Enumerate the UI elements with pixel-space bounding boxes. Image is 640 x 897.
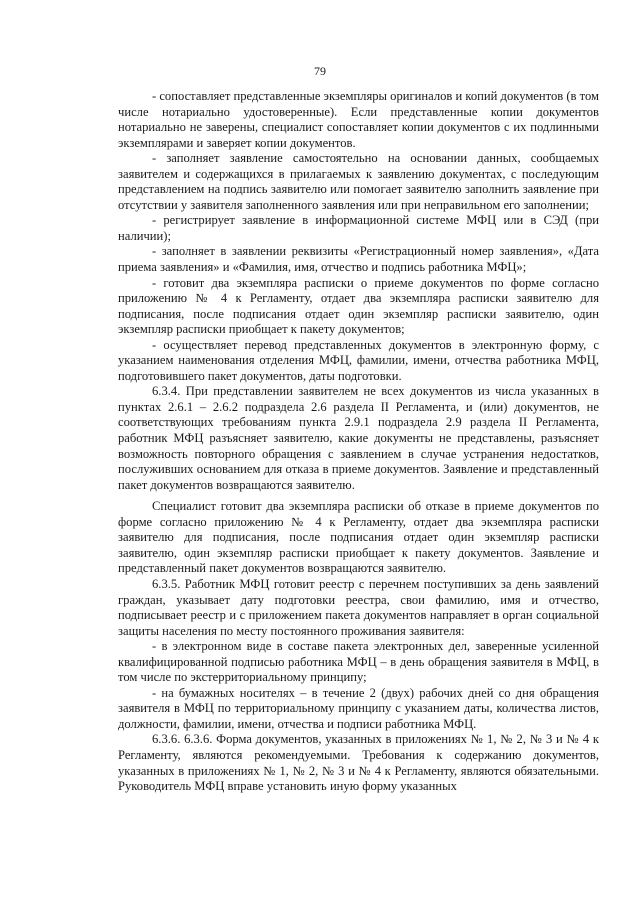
document-body bbox=[118, 89, 599, 795]
paragraph: - регистрирует заявление в информационной системе МФЦ или в СЭД (при наличии); bbox=[118, 213, 599, 243]
paragraph: Специалист готовит два экземпляра расписки об отказе в приеме документов по форме согласно приложению № 4 к Регламенту, отдает два экземпляра расписки заявителю для подписания, после подписания отдает один экземпляр расписки заявителю, один экземпляр расписки приобщает к пакету документов. Заявление и представленный пакет документов возвращаются заявителю. bbox=[118, 499, 599, 576]
paragraph: - в электронном виде в составе пакета электронных дел, заверенные усиленной квалифицированной подписью работника МФЦ – в день обращения заявителя в МФЦ, в том числе по экстерриториальному принципу; bbox=[118, 639, 599, 685]
paragraph: - осуществляет перевод представленных документов в электронную форму, с указанием наименования отделения МФЦ, фамилии, имени, отчества работника МФЦ, подготовившего пакет документов, даты подготовки. bbox=[118, 337, 599, 383]
paragraph: 6.3.4. При представлении заявителем не всех документов из числа указанных в пунктах 2.6.1 – 2.6.2 подраздела 2.6 раздела II Регламента, и (или) документов, не соответствующих требованиям пункта 2.9.1 подраздела 2.9 раздела II Регламента, работник МФЦ разъясняет заявителю, какие документы не представлены, разъясняет возможность повторного обращения с заявлением в случае устранения недостатков, послуживших основанием для отказа в приеме документов. Заявление и представленный пакет документов возвращаются заявителю. bbox=[118, 384, 599, 492]
paragraph: - сопоставляет представленные экземпляры оригиналов и копий документов (в том числе нотариально удостоверенные). Если представленные копии документов нотариально не заверены, специалист сопоставляет копии документов с их подлинными экземплярами и заверяет копии документов. bbox=[118, 89, 600, 150]
paragraph: - заполняет заявление самостоятельно на основании данных, сообщаемых заявителем и содержащихся в прилагаемых к заявлению документах, с последующим представлением на подпись заявителю или помогает заявителю заполнить заявление при отсутствии у заявителя заполненного заявления или при неправильном его заполнении; bbox=[118, 151, 599, 212]
paragraph: - на бумажных носителях – в течение 2 (двух) рабочих дней со дня обращения заявителя в МФЦ по территориальному принципу с указанием даты, количества листов, должности, фамилии, имени, отчества и подписи работника МФЦ. bbox=[118, 685, 599, 731]
page-number: 79 bbox=[314, 64, 326, 78]
paragraph: 6.3.5. Работник МФЦ готовит реестр с перечнем поступивших за день заявлений граждан, указывает дату подготовки реестра, свои фамилию, имя и отчество, подписывает реестр и с приложением пакета документов направляет в орган социальной защиты населения по месту постоянного проживания заявителя: bbox=[118, 576, 599, 638]
paragraph: - готовит два экземпляра расписки о приеме документов по форме согласно приложению № 4 к Регламенту, отдает два экземпляра расписки заявителю для подписания, после подписания отдает один экземпляр расписки заявителю, один экземпляр расписки приобщает к пакету документов; bbox=[118, 275, 599, 337]
paragraph: - заполняет в заявлении реквизиты «Регистрационный номер заявления», «Дата приема заявления» и «Фамилия, имя, отчество и подпись работника МФЦ»; bbox=[118, 244, 599, 275]
paragraph: 6.3.6. 6.3.6. Форма документов, указанных в приложениях № 1, № 2, № 3 и № 4 к Регламенту, являются рекомендуемыми. Требования к содержанию документов, указанных в приложениях № 1, № 2, № 3 и № 4 к Регламенту, являются обязательными. Руководитель МФЦ вправе установить иную форму указанных bbox=[118, 732, 599, 794]
